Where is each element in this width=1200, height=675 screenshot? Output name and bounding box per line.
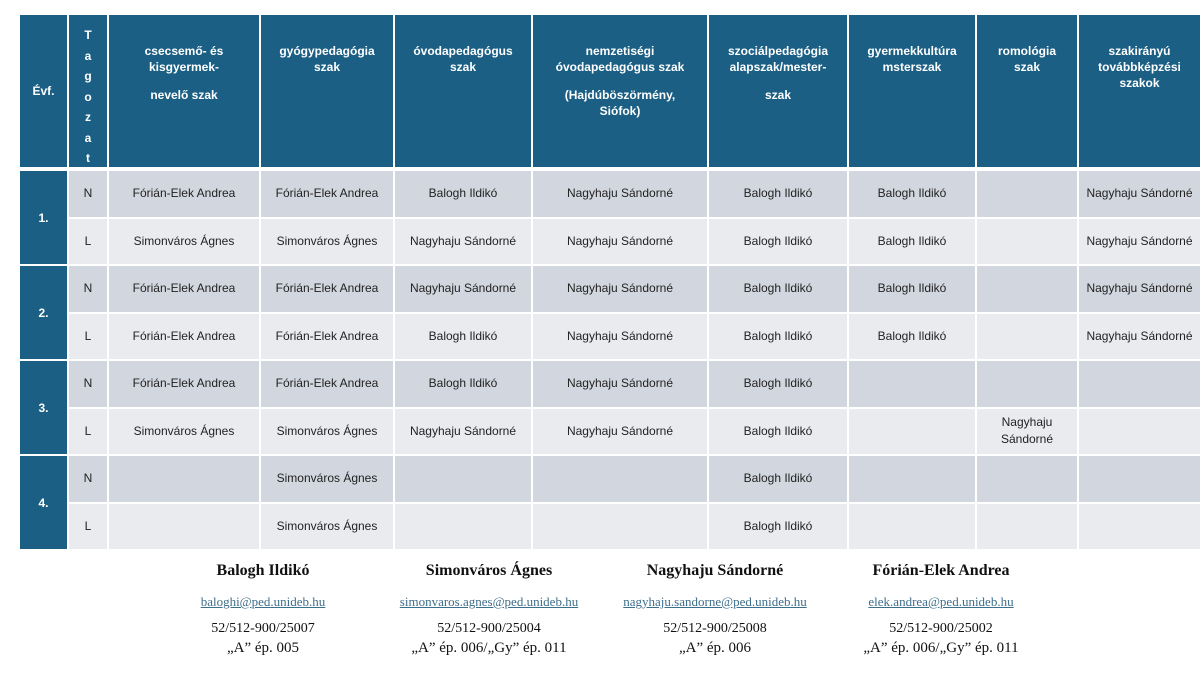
table-cell: Balogh Ildikó [395, 361, 531, 409]
table-cell: Balogh Ildikó [709, 409, 847, 457]
table-cell: Balogh Ildikó [709, 171, 847, 219]
header-year [20, 15, 67, 167]
contact-card [828, 558, 1054, 658]
table-cell: Fórián-Elek Andrea [261, 361, 393, 409]
contact-card [376, 558, 602, 658]
year-label: 4. [20, 456, 67, 551]
table-cell: Balogh Ildikó [849, 219, 975, 267]
table-cell: Nagyhaju Sándorné [1079, 266, 1200, 314]
header-line: szak [1013, 60, 1041, 74]
header-line: szak [313, 60, 341, 74]
contact-room: „A” ép. 005 [226, 640, 300, 656]
table-cell [977, 171, 1077, 219]
table-cell: Nagyhaju Sándorné [533, 361, 707, 409]
table-cell: Balogh Ildikó [849, 314, 975, 362]
table-cell: Balogh Ildikó [709, 314, 847, 362]
header-line: továbbképzési [1098, 60, 1181, 74]
header-line: óvodapedagógus szak [555, 60, 685, 74]
contact-phone: 52/512-900/25002 [889, 621, 993, 636]
table-cell [533, 504, 707, 552]
contact-email-link[interactable]: simonvaros.agnes@ped.unideb.hu [399, 594, 579, 609]
contact-name: Balogh Ildikó [216, 562, 310, 579]
tagozat-cell: L [69, 409, 107, 457]
table-cell: Simonváros Ágnes [109, 219, 259, 267]
table-cell: Balogh Ildikó [709, 504, 847, 552]
contact-name: Simonváros Ágnes [425, 562, 553, 579]
table-cell [1079, 456, 1200, 504]
header-line: nemzetiségi [585, 44, 655, 58]
table-cell: Nagyhaju Sándorné [977, 409, 1077, 457]
header-line: szak [764, 88, 792, 102]
table-cell: Nagyhaju Sándorné [395, 409, 531, 457]
header-line: szak [449, 60, 477, 74]
year-label: 1. [20, 171, 67, 266]
table-cell: Balogh Ildikó [709, 219, 847, 267]
header-year-label: Évf. [32, 84, 55, 98]
table-cell [977, 266, 1077, 314]
table-cell [1079, 361, 1200, 409]
table-cell: Simonváros Ágnes [261, 409, 393, 457]
header-line: szociálpedagógia [727, 44, 829, 58]
header-tagozat-letter: T [84, 28, 92, 42]
table-cell: Fórián-Elek Andrea [109, 266, 259, 314]
table-cell: Nagyhaju Sándorné [533, 219, 707, 267]
tagozat-cell: L [69, 314, 107, 362]
contact-phone: 52/512-900/25008 [663, 621, 767, 636]
table-cell: Simonváros Ágnes [261, 504, 393, 552]
table-cell: Fórián-Elek Andrea [109, 361, 259, 409]
contact-card [602, 558, 828, 658]
table-cell [849, 361, 975, 409]
contact-room: „A” ép. 006/„Gy” ép. 011 [863, 640, 1019, 656]
header-line: csecsemő- és [144, 44, 224, 58]
tagozat-cell: N [69, 171, 107, 219]
table-cell [977, 456, 1077, 504]
table-cell: Simonváros Ágnes [109, 409, 259, 457]
table-cell: Balogh Ildikó [709, 266, 847, 314]
table-cell: Balogh Ildikó [395, 171, 531, 219]
header-line: szakok [1119, 76, 1160, 90]
header-tagozat [69, 15, 107, 167]
contact-phone: 52/512-900/25004 [437, 621, 541, 636]
contact-name: Nagyhaju Sándorné [646, 562, 784, 579]
table-cell [395, 504, 531, 552]
contact-card [150, 558, 376, 658]
contact-phone: 52/512-900/25007 [211, 621, 315, 636]
header-line: alapszak/mester- [729, 60, 827, 74]
table-cell: Simonváros Ágnes [261, 219, 393, 267]
header-col-csecsemo [109, 15, 259, 167]
header-line: kisgyermek- [148, 60, 220, 74]
contact-name: Fórián-Elek Andrea [872, 562, 1010, 579]
header-line: (Hajdúböszörmény, [564, 88, 676, 102]
table-cell: Fórián-Elek Andrea [261, 266, 393, 314]
header-line: romológia [997, 44, 1056, 58]
table-cell [977, 314, 1077, 362]
table-cell: Nagyhaju Sándorné [1079, 314, 1200, 362]
table-cell [977, 219, 1077, 267]
table-cell [1079, 504, 1200, 552]
table-cell: Nagyhaju Sándorné [1079, 219, 1200, 267]
table-cell: Fórián-Elek Andrea [109, 171, 259, 219]
table-cell [977, 504, 1077, 552]
header-line: Siófok) [599, 104, 641, 118]
header-col-szakiranyu [1079, 15, 1200, 167]
table-cell: Fórián-Elek Andrea [109, 314, 259, 362]
contact-email-link[interactable]: elek.andrea@ped.unideb.hu [868, 594, 1014, 609]
header-line: gyermekkultúra [867, 44, 957, 58]
tagozat-cell: N [69, 456, 107, 504]
table-cell: Nagyhaju Sándorné [533, 409, 707, 457]
table-cell [395, 456, 531, 504]
table-cell: Balogh Ildikó [849, 266, 975, 314]
table-cell [849, 504, 975, 552]
year-label: 3. [20, 361, 67, 456]
table-cell [849, 409, 975, 457]
tagozat-cell: N [69, 361, 107, 409]
contact-room: „A” ép. 006/„Gy” ép. 011 [411, 640, 567, 656]
contact-room: „A” ép. 006 [678, 640, 752, 656]
contact-list [150, 558, 1070, 658]
table-cell [849, 456, 975, 504]
schedule-table [20, 15, 1193, 551]
table-cell: Fórián-Elek Andrea [261, 314, 393, 362]
header-tagozat-letter: a [84, 48, 92, 63]
table-cell [977, 361, 1077, 409]
contact-email-link[interactable]: baloghi@ped.unideb.hu [200, 594, 326, 609]
header-line: szakirányú [1108, 44, 1171, 58]
header-line: gyógypedagógia [279, 44, 375, 58]
table-cell [533, 456, 707, 504]
header-tagozat-letter: a [84, 130, 92, 145]
tagozat-cell: L [69, 219, 107, 267]
header-col-romologia [977, 15, 1077, 167]
header-tagozat-letter: g [84, 69, 92, 83]
header-tagozat-letter: o [84, 89, 92, 104]
table-cell [109, 456, 259, 504]
table-cell: Nagyhaju Sándorné [533, 266, 707, 314]
header-col-ovodapedagogus [395, 15, 531, 167]
table-cell: Balogh Ildikó [395, 314, 531, 362]
header-col-gyermekkultura [849, 15, 975, 167]
header-line: óvodapedagógus [413, 44, 513, 58]
contact-email-link[interactable]: nagyhaju.sandorne@ped.unideb.hu [623, 594, 807, 609]
table-cell: Balogh Ildikó [849, 171, 975, 219]
table-cell: Nagyhaju Sándorné [395, 266, 531, 314]
tagozat-cell: N [69, 266, 107, 314]
table-cell: Simonváros Ágnes [261, 456, 393, 504]
tagozat-cell: L [69, 504, 107, 552]
header-tagozat-letter: t [86, 151, 90, 165]
header-line: msterszak [882, 60, 942, 74]
table-cell [109, 504, 259, 552]
table-cell: Nagyhaju Sándorné [395, 219, 531, 267]
table-cell: Balogh Ildikó [709, 456, 847, 504]
header-col-szocialpedagogia [709, 15, 847, 167]
header-col-nemzetisegi [533, 15, 707, 167]
table-cell: Nagyhaju Sándorné [1079, 171, 1200, 219]
header-tagozat-letter: z [85, 110, 91, 124]
table-cell: Balogh Ildikó [709, 361, 847, 409]
table-cell: Nagyhaju Sándorné [533, 314, 707, 362]
table-cell [1079, 409, 1200, 457]
year-label: 2. [20, 266, 67, 361]
table-cell: Nagyhaju Sándorné [533, 171, 707, 219]
table-cell: Fórián-Elek Andrea [261, 171, 393, 219]
header-line: nevelő szak [150, 88, 218, 102]
header-col-gyogypedagogia [261, 15, 393, 167]
